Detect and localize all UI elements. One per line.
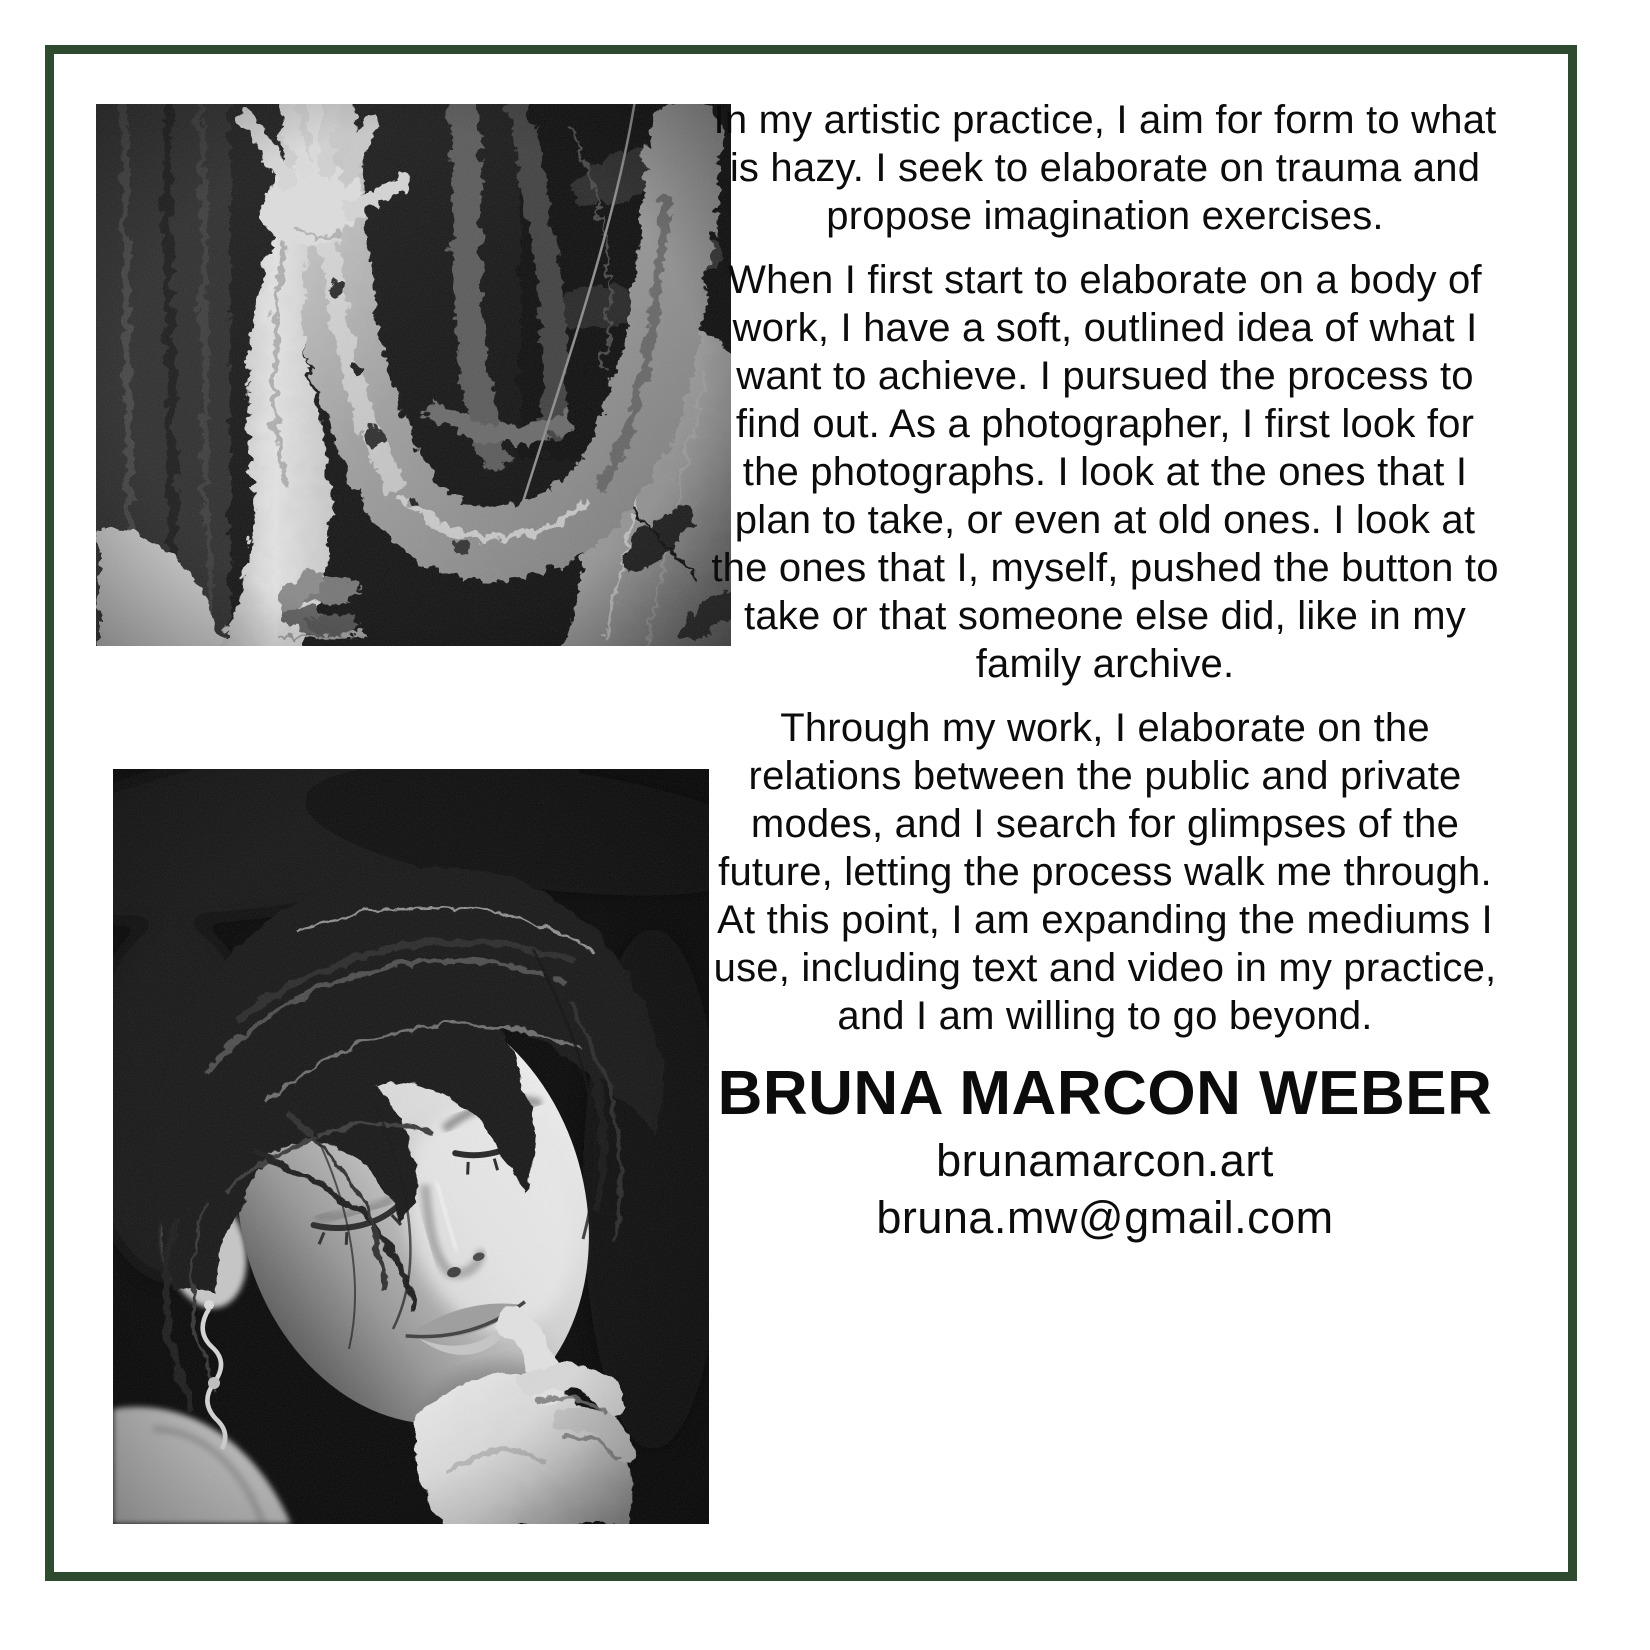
artist-statement-column [710, 96, 1500, 1246]
photo-driftwood-hand [96, 104, 731, 646]
artist-website: brunamarcon.art [936, 1135, 1274, 1186]
statement-paragraph-3: Through my work, I elaborate on the relations between the public and private modes, and I search for glimpses of the future, letting the process walk me through. At this point, I am expanding the mediums I use, including text and video in my practice, and I am willing to go beyond. [713, 706, 1497, 1038]
photo-portrait [113, 769, 709, 1524]
artist-email: bruna.mw@gmail.com [876, 1192, 1334, 1243]
photo-portrait-art [113, 769, 709, 1524]
statement-paragraph-2: When I first start to elaborate on a body of work, I have a soft, outlined idea of what I want to achieve. I pursued the process to find out. As a photographer, I first look for the photographs. I look at the ones that I plan to take, or even at old ones. I look at the ones that I, myself, pushed the button to take or that someone else did, like in my family archive. [711, 258, 1499, 686]
statement-paragraph-1: In my artistic practice, I aim for form to what is hazy. I seek to elaborate on trauma and propose imagination exercises. [713, 98, 1497, 238]
photo-driftwood-hand-art [96, 104, 731, 646]
artist-name: BRUNA MARCON WEBER [717, 1059, 1493, 1128]
